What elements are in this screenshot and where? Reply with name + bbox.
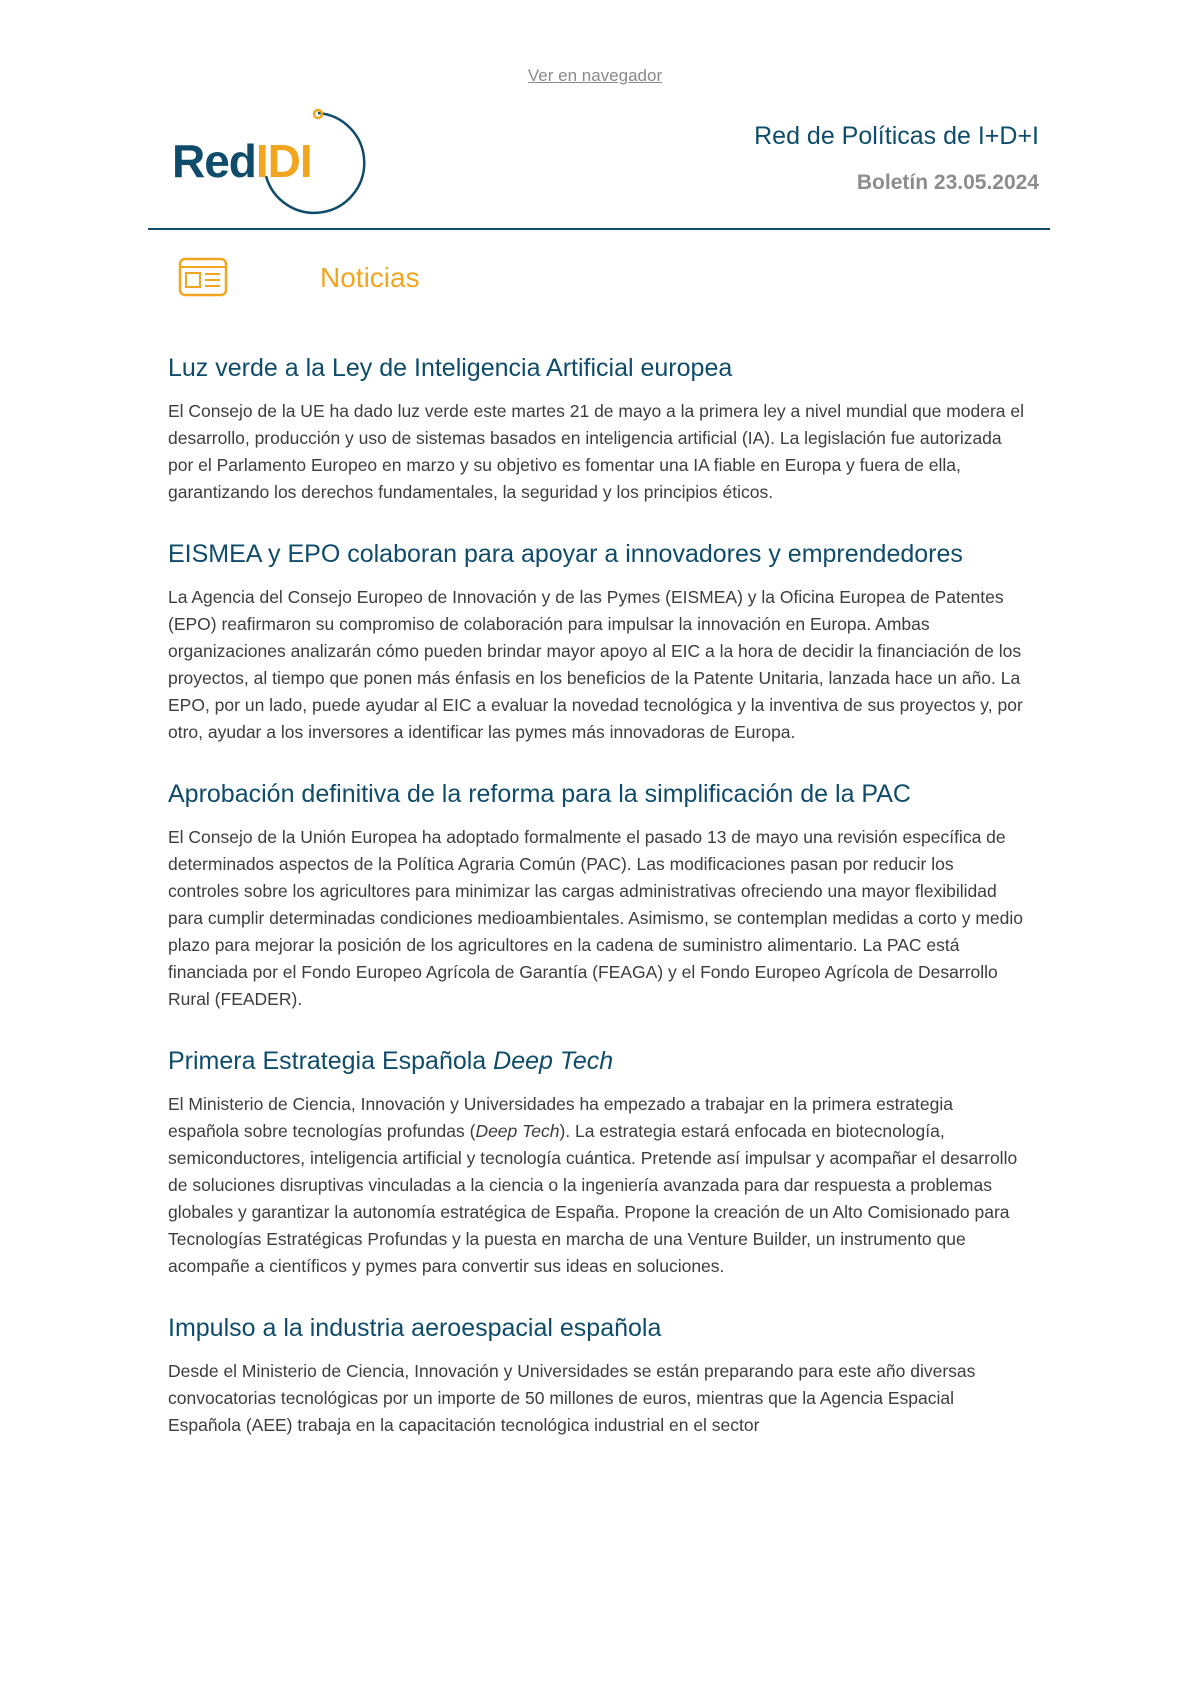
article-body: El Consejo de la UE ha dado luz verde este martes 21 de mayo a la primera ley a nivel mundial que modera el desarrollo, producción y uso de sistemas basados en inteligencia artificial (IA). La legislación fue autorizada por el Parlamento Europeo en marzo y su objetivo es fomentar una IA fiable en Europa y fuera de ella, garantizando los derechos fundamentales, la seguridad y los principios éticos. <box>168 401 1025 502</box>
article-eismea-epo <box>168 538 1028 746</box>
logo-text-idi: IDI <box>255 135 312 187</box>
logo-wordmark <box>172 134 312 188</box>
article-title-italic: Deep Tech <box>493 1047 614 1075</box>
article-title-prefix: Primera Estrategia Española <box>168 1047 494 1075</box>
article-body: La Agencia del Consejo Europeo de Innovación y de las Pymes (EISMEA) y la Oficina Europea de Patentes (EPO) reafirmaron su compromiso de colaboración para impulsar la innovación en Europa. Ambas organizaciones analizarán cómo pueden brindar mayor apoyo al EIC a la hora de decidir la financiación de los proyectos, al tiempo que ponen más énfasis en los beneficios de la Patente Unitaria, lanzada hace un año. La EPO, por un lado, puede ayudar al EIC a evaluar la novedad tecnológica y la inventiva de sus proyectos y, por otro, ayudar a los inversores a identificar las pymes más innovadoras de Europa. <box>168 587 1023 742</box>
article-body-part1: El Ministerio de Ciencia, Innovación y Universidades ha empezado a trabajar en la primera estrategia española sobre tecnologías profundas ( <box>168 1094 953 1141</box>
article-body: Desde el Ministerio de Ciencia, Innovación y Universidades se están preparando para este año diversas convocatorias tecnológicas por un importe de 50 millones de euros, mientras que la Agencia Espacial Española (AEE) trabaja en la capacitación tecnológica industrial en el sector <box>168 1361 976 1435</box>
article-deep-tech <box>168 1045 1028 1280</box>
header-right <box>754 122 1039 195</box>
article-body-part2: ). La estrategia estará enfocada en biotecnología, semiconductores, inteligencia artificial y tecnología cuántica. Pretende así impulsar y acompañar el desarrollo de soluciones disruptivas vinculadas a la ciencia o la ingeniería avanzada para dar respuesta a problemas globales y garantizar la autonomía estratégica de España. Propone la creación de un Alto Comisionado para Tecnologías Estratégicas Profundas y la puesta en marcha de una Venture Builder, un instrumento que acompañe a científicos y pymes para convertir sus ideas en soluciones. <box>168 1121 1018 1276</box>
section-title: Noticias <box>320 262 420 293</box>
logo-text-red: Red <box>172 135 256 187</box>
network-title: Red de Políticas de I+D+I <box>754 122 1039 150</box>
bulletin-date: Boletín 23.05.2024 <box>856 171 1039 194</box>
newspaper-icon <box>178 257 228 302</box>
article-body <box>168 1091 1028 1280</box>
article-aerospace <box>168 1312 1028 1439</box>
rediidi-logo <box>168 108 368 218</box>
article-list <box>168 352 1028 1471</box>
header-divider <box>148 228 1050 230</box>
view-in-browser-link[interactable]: Ver en navegador <box>527 66 663 85</box>
article-body-italic: Deep Tech <box>475 1121 560 1141</box>
article-title: Impulso a la industria aeroespacial española <box>168 1314 662 1342</box>
article-title <box>168 1045 1028 1077</box>
article-title: Luz verde a la Ley de Inteligencia Artificial europea <box>168 354 733 382</box>
article-title: Aprobación definitiva de la reforma para la simplificación de la PAC <box>168 780 911 808</box>
article-pac <box>168 778 1028 1013</box>
article-ai-act <box>168 352 1028 506</box>
article-body: El Consejo de la Unión Europea ha adoptado formalmente el pasado 13 de mayo una revisión específica de determinados aspectos de la Política Agraria Común (PAC). Las modificaciones pasan por reducir los controles sobre los agricultores para minimizar las cargas administrativas ofreciendo una mayor flexibilidad para cumplir determinadas condiciones medioambientales. Asimismo, se contemplan medidas a corto y medio plazo para mejorar la posición de los agricultores en la cadena de suministro alimentario. La PAC está financiada por el Fondo Europeo Agrícola de Garantía (FEAGA) y el Fondo Europeo Agrícola de Desarrollo Rural (FEADER). <box>168 827 1023 1009</box>
article-title: EISMEA y EPO colaboran para apoyar a innovadores y emprendedores <box>168 540 963 568</box>
